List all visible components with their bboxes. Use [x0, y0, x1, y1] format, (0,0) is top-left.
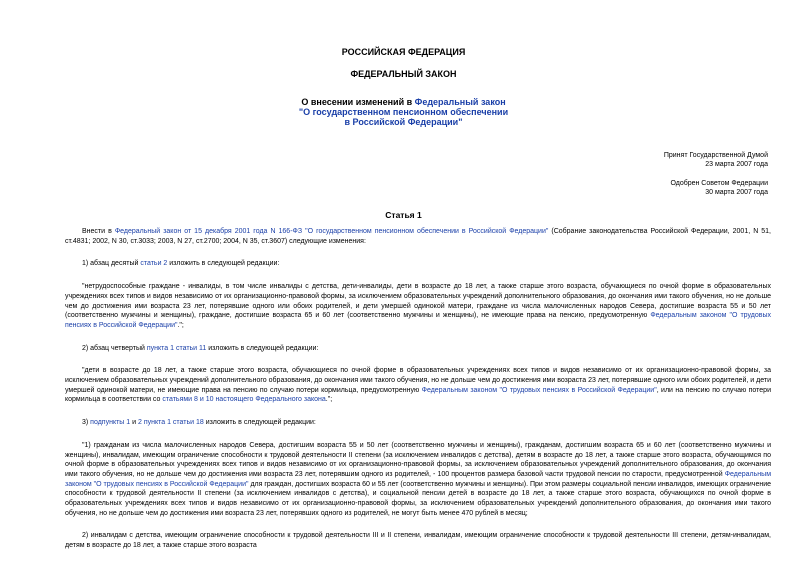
article-18-link[interactable]: 2 пункта 1 статьи 18 [137, 419, 204, 427]
text-segment: изложить в следующей редакции: [206, 344, 319, 352]
text-segment: ."; [177, 321, 184, 329]
paragraph-quote-2 [65, 366, 771, 405]
text-segment: "нетрудоспособные граждане - инвалиды, в том числе инвалиды с детства, дети-инвалиды, дети в возрасте до 18 лет, а также старше этого возраста, обучающиеся по очной форме в образовательных учреждениях всех типов и видов независимо от их организационно-правовой формы, за исключением образовательных учреждений дополнительного образования, до окончания ими такого обучения, но не дольше чем до достижения ими возраста 23 лет, потерявшие одного или обоих родителей, и дети умершей одинокой матери, граждане из числа малочисленных народов Севера, достигшие возраста 55 и 50 лет (соответственно мужчины и женщины), граждане, достигшие возраста 65 и 60 лет (соответственно мужчины и женщины), не имеющие права на пенсию, предусмотренную [65, 283, 771, 320]
paragraph-item-1 [65, 259, 771, 269]
article-heading: Статья 1 [385, 210, 422, 220]
articles-8-10-link[interactable]: статьями 8 и 10 настоящего Федерального закона [162, 396, 326, 404]
text-segment: (Собрание законодательства Российской Федерации, 2001, N 51, ст.4831; 2002, N 30, ст.3033; 2003, N 27, ст.2700; 2004, N 35, ст.3607) следующие изменения: [65, 228, 771, 245]
paragraph-quote-1 [65, 282, 771, 331]
text-segment: 2) инвалидам с детства, имеющим ограничение способности к трудовой деятельности III и II степени, инвалидам, имеющим ограничение способности к трудовой деятельности III степени, детям-инвалидам, детям в возрасте до 18 лет, а также старше этого возраста [65, 532, 771, 550]
law-type-heading: ФЕДЕРАЛЬНЫЙ ЗАКОН [350, 69, 457, 79]
text-segment: 3) [82, 419, 91, 427]
text-segment: ."; [325, 396, 333, 404]
article-2-link[interactable]: статьи 2 [140, 260, 168, 268]
law-title-link-3[interactable]: в Российской Федерации" [344, 117, 463, 127]
text-segment: и [130, 419, 138, 427]
text-segment: Внести в [82, 228, 115, 235]
paragraph-quote-4 [65, 531, 771, 550]
subparagraphs-1-link[interactable]: подпункты 1 [90, 419, 131, 427]
council-approval [670, 179, 768, 197]
article-11-link[interactable]: пункта 1 статьи 11 [146, 344, 207, 352]
council-date: 30 марта 2007 года [705, 189, 768, 196]
federation-heading: РОССИЙСКАЯ ФЕДЕРАЦИЯ [341, 47, 466, 57]
text-segment: изложить в следующей редакции: [167, 260, 280, 268]
paragraph-quote-3 [65, 441, 771, 519]
text-segment: "1) гражданам из числа малочисленных народов Севера, достигшим возраста 55 и 50 лет (соответственно мужчины и женщины), гражданам, достигшим возраста 65 и 60 лет (соответственно мужчины и женщины), инвалидам, имеющим ограничение способности к трудовой деятельности II степени (за исключением инвалидов с детства), детям в возрасте до 18 лет, а также старше этого возраста, обучающимся по очной форме в образовательных учреждениях всех типов и видов независимо от их организационно-правовой формы, за исключением образовательных учреждений дополнительного образования, до окончания ими такого обучения, но не дольше чем до достижения ими возраста 23 лет, потерявшим одного из родителей, - 100 процентов размера базовой части трудовой пенсии по старости, предусмотренной [65, 441, 771, 478]
article-body [65, 227, 771, 564]
text-segment: 2) абзац четвертый [82, 344, 147, 352]
labor-pension-law-link[interactable]: Федеральным законом "О трудовых пенсиях в Российской Федерации" [65, 470, 771, 488]
law-name-link[interactable]: "О государственном пенсионном обеспечении в Российской Федерации" [305, 228, 549, 235]
law-title-prefix: О внесении изменений в [301, 97, 415, 107]
law-title [0, 97, 807, 127]
law-title-link-1[interactable]: Федеральный закон [414, 97, 506, 107]
paragraph-item-2 [65, 344, 771, 354]
duma-adoption [664, 151, 768, 169]
text-segment: для граждан, достигших возраста 60 и 55 лет (соответственно мужчины и женщины). При этом размеры социальной пенсии инвалидов, имеющих ограничение способности к трудовой деятельности II степени (за исключением инвалидов с детства), и социальной пенсии детей в возрасте до 18 лет, а также старше этого возраста, обучающихся по очной форме в образовательных учреждениях всех типов и видов независимо от их организационно-правовой формы, за исключением образовательных учреждений дополнительного образования, до окончания ими такого обучения, но не дольше чем до достижения ими возраста 23 лет, потерявших одного из родителей, не могут быть менее 470 рублей в месяц; [65, 480, 772, 517]
text-segment: 1) абзац десятый [82, 260, 141, 268]
labor-pension-law-link[interactable]: Федеральным законом "О трудовых пенсиях в Российской Федерации" [421, 386, 657, 394]
duma-label: Принят Государственной Думой [663, 152, 768, 159]
text-segment: изложить в следующей редакции: [203, 419, 316, 427]
labor-pension-law-link[interactable]: Федеральным законом "О трудовых пенсиях в Российской Федерации" [65, 312, 771, 329]
paragraph-intro [65, 227, 771, 246]
paragraph-item-3 [65, 418, 771, 428]
council-label: Одобрен Советом Федерации [670, 180, 768, 187]
duma-date: 23 марта 2007 года [705, 161, 768, 168]
text-segment: "дети в возрасте до 18 лет, а также старше этого возраста, обучающиеся по очной форме в образовательных учреждениях всех типов и видов независимо от их организационно-правовой формы, за исключением образовательных учреждений дополнительного образования, до окончания ими такого обучения, но не дольше чем до достижения ими возраста 23 лет, потерявшие одного или обоих родителей, и дети умершей одинокой матери, не имеющие права на пенсию по случаю потери кормильца, предусмотренную [65, 367, 771, 394]
law-link[interactable]: Федеральный закон от 15 декабря 2001 года N 166-ФЗ [114, 228, 303, 235]
text-segment: , или на пенсию по случаю потери кормильца в соответствии со [65, 386, 771, 404]
law-title-link-2[interactable]: "О государственном пенсионном обеспечении [298, 107, 509, 117]
